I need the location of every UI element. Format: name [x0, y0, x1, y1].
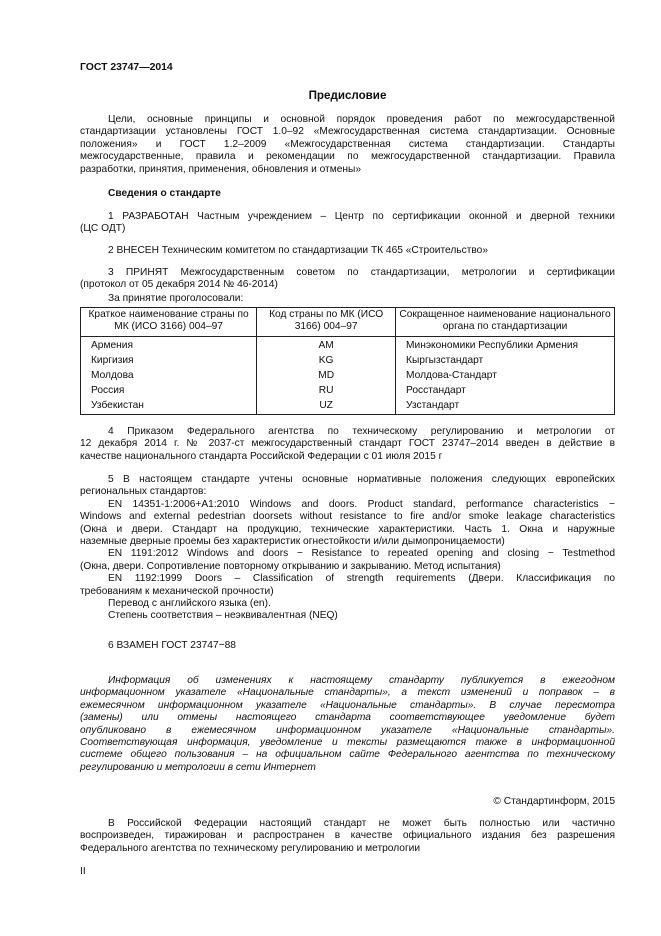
- cell-country: Армения: [81, 336, 257, 354]
- cell-country: Узбекистан: [81, 399, 257, 415]
- cell-code: AM: [257, 336, 396, 354]
- text-line: (Окна, двери. Сопротивление повторному открыванию и закрыванию. Метод испытания): [80, 560, 501, 572]
- text-line: Федерального агентства по техническому регулированию и метрологии: [80, 842, 421, 854]
- text-line: (ЦС ОДТ): [80, 223, 126, 235]
- cell-code: MD: [257, 369, 396, 384]
- cell-body: Росстандарт: [396, 384, 615, 399]
- text-line: В Российской Федерации настоящий стандарт не может быть полностью или частично: [108, 818, 615, 829]
- item-5-paragraph: [80, 474, 615, 623]
- item-6-paragraph: 6 ВЗАМЕН ГОСТ 23747−88: [108, 640, 236, 651]
- intro-paragraph: [80, 114, 615, 176]
- text-line: (Окна и двери. Стандарт на продукцию, технические характеристики. Часть 1. Окна и наружные: [80, 523, 615, 535]
- text-line: требованиям к механической прочности): [80, 585, 274, 597]
- text-line: информационном указателе «Национальные стандарты», а текст изменений и поправок – в: [80, 687, 615, 699]
- text-line: воспроизведен, тиражирован и распространен в качестве официального издания без разрешения: [80, 830, 615, 842]
- page-number: II: [80, 866, 86, 877]
- table-row: [81, 399, 615, 415]
- about-item-3: [80, 267, 615, 292]
- table-row: [81, 336, 615, 354]
- notice-paragraph: [80, 818, 615, 855]
- text-line: 3 ПРИНЯТ Межгосударственным советом по стандартизации, метрологии и сертификации: [108, 267, 615, 278]
- text-line: опубликовано в ежемесячном информационном указателе «Национальные стандарты».: [80, 724, 615, 736]
- cell-body: Узстандарт: [396, 399, 615, 415]
- text-line: (замены) или отмены настоящего стандарта соответствующее уведомление будет: [80, 712, 615, 724]
- text-line: стандартизации установлены ГОСТ 1.0–92 «Межгосударственная система стандартизации. Основные: [80, 126, 615, 138]
- cell-code: UZ: [257, 399, 396, 415]
- text-line: наземные дверные проемы без характеристик огнестойкости и/или дымопроницаемости): [80, 536, 505, 548]
- text-line: региональных стандартов:: [80, 486, 207, 498]
- cell-body: Кыргызстандарт: [396, 354, 615, 369]
- cell-code: KG: [257, 354, 396, 369]
- item-4-paragraph: [80, 426, 615, 463]
- about-item-1: [80, 211, 615, 236]
- voting-table: [80, 307, 615, 415]
- text-line: 5 В настоящем стандарте учтены основные нормативные положения следующих европейских: [108, 474, 615, 485]
- text-line: ежемесячном информационном указателе «Национальные стандарты». В случае пересмотра: [80, 699, 615, 711]
- text-line: качестве национального стандарта Российской Федерации с 01 июля 2015 г: [80, 450, 443, 462]
- text-line: 1 РАЗРАБОТАН Частным учреждением – Центр по сертификации оконной и дверной техники: [108, 211, 615, 222]
- text-line: системе общего пользования – на официальном сайте Федерального агентства по техническому: [80, 749, 615, 761]
- table-header-code: Код страны по МК (ИСО 3166) 004–97: [257, 308, 396, 337]
- text-line: Windows and external pedestrian doorsets without resistance to fire and/or smoke leakage characteristics: [80, 511, 615, 523]
- text-line: разработки, принятия, применения, обновления и отмены»: [80, 163, 362, 175]
- text-line: межгосударственные, правила и рекомендации по межгосударственной стандартизации. Правила: [80, 151, 615, 163]
- document-code: ГОСТ 23747—2014: [80, 62, 173, 73]
- table-header-body: Сокращенное наименование национального органа по стандартизации: [396, 308, 615, 337]
- text-line: регулированию и метрологии в сети Интернет: [80, 761, 316, 773]
- text-line: Соответствующая информация, уведомление и тексты размещаются также в информационной: [80, 737, 615, 749]
- text-line: Перевод с английского языка (en).: [108, 598, 271, 610]
- table-header-country: Краткое наименование страны по МК (ИСО 3166) 004–97: [81, 308, 257, 337]
- text-line: (протокол от 05 декабря 2014 № 46-2014): [80, 279, 278, 291]
- cell-body: Минэкономики Республики Армения: [396, 336, 615, 354]
- cell-country: Молдова: [81, 369, 257, 384]
- text-line: EN 14351-1:2006+A1:2010 Windows and doors. Product standard, performance characteristics −: [108, 498, 615, 510]
- cell-code: RU: [257, 384, 396, 399]
- cell-country: Россия: [81, 384, 257, 399]
- table-row: [81, 369, 615, 384]
- text-line: положения» и ГОСТ 1.2–2009 «Межгосударственная система стандартизации. Стандарты: [80, 138, 615, 150]
- copyright: © Стандартинформ, 2015: [493, 796, 615, 807]
- about-heading: Сведения о стандарте: [108, 188, 221, 199]
- cell-country: Киргизия: [81, 354, 257, 369]
- about-item-2: 2 ВНЕСЕН Техническим комитетом по стандартизации ТК 465 «Строительство»: [108, 245, 488, 256]
- text-line: Цели, основные принципы и основной порядок проведения работ по межгосударственной: [108, 114, 615, 125]
- voted-label: За принятие проголосовали:: [108, 293, 244, 304]
- text-line: Степень соответствия – неэквивалентная (NEQ): [108, 610, 338, 622]
- table-row: [81, 384, 615, 399]
- info-paragraph: [80, 675, 615, 774]
- table-row: [81, 354, 615, 369]
- text-line: EN 1191:2012 Windows and doors − Resistance to repeated opening and closing − Testmethod: [108, 548, 615, 560]
- text-line: Информация об изменениях к настоящему стандарту публикуется в ежегодном: [108, 675, 615, 686]
- cell-body: Молдова-Стандарт: [396, 369, 615, 384]
- text-line: 4 Приказом Федерального агентства по техническому регулированию и метрологии от: [108, 426, 615, 437]
- text-line: 12 декабря 2014 г. № 2037-ст межгосударственный стандарт ГОСТ 23747–2014 введен в действие в: [80, 438, 615, 450]
- page-title: Предисловие: [308, 89, 387, 102]
- text-line: EN 1192:1999 Doors – Classification of strength requirements (Двери. Классификация по: [108, 573, 615, 585]
